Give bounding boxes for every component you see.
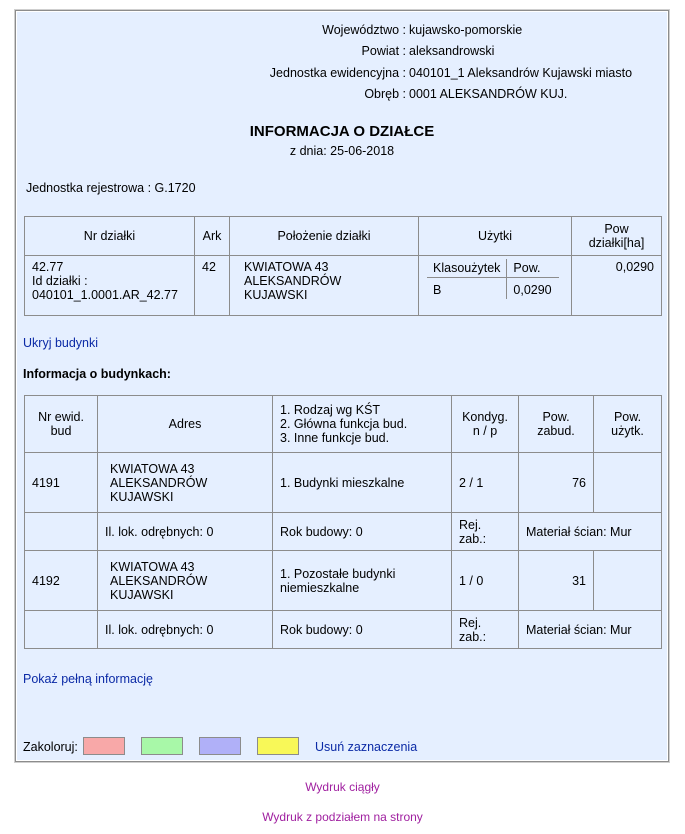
col-func3: 3. Inne funkcje bud. [280, 431, 390, 445]
parcel-id-value: 040101_1.0001.AR_42.77 [32, 288, 178, 302]
cell-ark: 42 [195, 256, 230, 316]
table-row [25, 256, 662, 316]
building-material: Materiał ścian: Mur [519, 611, 662, 649]
rej-line: zab.: [459, 531, 487, 546]
col-kond-line1: Kondyg. [462, 410, 508, 424]
building-rej [452, 611, 519, 649]
col-nr-line2: bud [50, 424, 72, 438]
table-row [25, 611, 662, 649]
parcel-table [24, 216, 662, 316]
rej-line: Rej. [459, 615, 482, 630]
building-address [98, 551, 273, 611]
col-kond-line2: n / p [472, 424, 498, 438]
col-uzyt-line2: użytk. [611, 424, 644, 438]
building-rej [452, 513, 519, 551]
table-row [25, 453, 662, 513]
klasouzytek-header: Klasoużytek [427, 259, 507, 278]
building-nr: 4192 [25, 551, 98, 611]
building-function [273, 453, 452, 513]
col-pow-zabud [519, 396, 594, 453]
rej-line: Rej. [459, 517, 482, 532]
print-continuous-link[interactable]: Wydruk ciągły [305, 780, 380, 794]
parcel-id-label: Id działki : [32, 274, 88, 288]
building-kondyg: 2 / 1 [452, 453, 519, 513]
jednostka-value: 040101_1 Aleksandrów Kujawski miasto [409, 66, 633, 80]
address-line: ALEKSANDRÓW [110, 475, 208, 490]
obreb-value: 0001 ALEKSANDRÓW KUJ. [409, 87, 568, 101]
building-rok: Rok budowy: 0 [273, 513, 452, 551]
building-lok: Il. lok. odrębnych: 0 [98, 611, 273, 649]
show-full-info-link[interactable]: Pokaż pełną informację [23, 672, 153, 686]
empty-cell [25, 611, 98, 649]
col-func2: 2. Główna funkcja bud. [280, 417, 408, 431]
function-line: niemieszkalne [280, 580, 360, 595]
wojewodztwo-value: kujawsko-pomorskie [409, 23, 523, 37]
address-line: KWIATOWA 43 [244, 260, 329, 274]
date-line: z dnia: 25-06-2018 [289, 144, 395, 158]
buildings-header-row [25, 396, 662, 453]
address-line: ALEKSANDRÓW [244, 274, 342, 288]
jednostka-rejestrowa: Jednostka rejestrowa : G.1720 [26, 181, 196, 195]
col-uzytki: Użytki [419, 217, 572, 256]
pow-header: Pow. [507, 259, 560, 278]
col-nr-dzialki: Nr działki [25, 217, 195, 256]
col-pow-uzytk [594, 396, 662, 453]
color-swatch-blue[interactable] [199, 737, 241, 755]
address-line: KUJAWSKI [110, 489, 174, 504]
parcel-number: 42.77 [32, 260, 64, 274]
hide-buildings-link[interactable]: Ukryj budynki [23, 336, 99, 350]
function-line: 1. Pozostałe budynki [280, 566, 396, 581]
building-pow-uzytk [594, 453, 662, 513]
col-kondyg [452, 396, 519, 453]
building-pow-zabud: 76 [519, 453, 594, 513]
powiat-value: aleksandrowski [409, 44, 495, 58]
col-uzyt-line1: Pow. [613, 410, 642, 424]
col-zab-line2: zabud. [537, 424, 575, 438]
col-polozenie: Położenie działki [230, 217, 419, 256]
klasouzytek-value: B [433, 283, 442, 297]
col-pow-line1: Pow [604, 222, 629, 236]
address-line: KWIATOWA 43 [110, 559, 195, 574]
uzytki-subtable [427, 259, 559, 299]
building-nr: 4191 [25, 453, 98, 513]
empty-cell [25, 513, 98, 551]
cell-pow-dzialki: 0,0290 [572, 256, 662, 316]
col-func1: 1. Rodzaj wg KŚT [280, 403, 381, 417]
building-pow-uzytk [594, 551, 662, 611]
building-pow-zabud: 31 [519, 551, 594, 611]
col-pow-dzialki [572, 217, 662, 256]
cell-uzytki [419, 256, 572, 316]
table-row [25, 513, 662, 551]
color-swatch-red[interactable] [83, 737, 125, 755]
address-line: KWIATOWA 43 [110, 461, 195, 476]
print-pages-link[interactable]: Wydruk z podziałem na strony [262, 810, 423, 824]
color-swatch-yellow[interactable] [257, 737, 299, 755]
rej-line: zab.: [459, 629, 487, 644]
parcel-table-header-row [25, 217, 662, 256]
colorize-label: Zakoloruj: [23, 740, 78, 754]
building-rok: Rok budowy: 0 [273, 611, 452, 649]
building-material: Materiał ścian: Mur [519, 513, 662, 551]
pow-value: 0,0290 [507, 278, 560, 300]
col-zab-line1: Pow. [542, 410, 570, 424]
col-funkcje [273, 396, 452, 453]
building-address [98, 453, 273, 513]
parcel-info-panel [15, 10, 669, 762]
building-function [273, 551, 452, 611]
col-pow-line2: działki[ha] [588, 236, 645, 250]
cell-polozenie [230, 256, 419, 316]
jednostka-label: Jednostka ewidencyjna : [269, 66, 406, 80]
obreb-label: Obręb : [364, 87, 406, 101]
table-row [25, 551, 662, 611]
building-kondyg: 1 / 0 [452, 551, 519, 611]
function-line: 1. Budynki mieszkalne [280, 475, 405, 490]
col-adres: Adres [98, 396, 273, 453]
wojewodztwo-label: Województwo : [322, 23, 406, 37]
page-title: INFORMACJA O DZIAŁCE [249, 123, 435, 140]
address-line: KUJAWSKI [244, 288, 308, 302]
buildings-section-title: Informacja o budynkach: [23, 367, 171, 381]
col-nr-line1: Nr ewid. [38, 410, 84, 424]
cell-nr [25, 256, 195, 316]
powiat-label: Powiat : [361, 44, 406, 58]
col-nr-ewid [25, 396, 98, 453]
building-lok: Il. lok. odrębnych: 0 [98, 513, 273, 551]
clear-marks-link[interactable]: Usuń zaznaczenia [315, 740, 418, 754]
col-ark: Ark [195, 217, 230, 256]
buildings-table [24, 395, 662, 649]
color-swatch-green[interactable] [141, 737, 183, 755]
address-line: KUJAWSKI [110, 587, 174, 602]
address-line: ALEKSANDRÓW [110, 573, 208, 588]
